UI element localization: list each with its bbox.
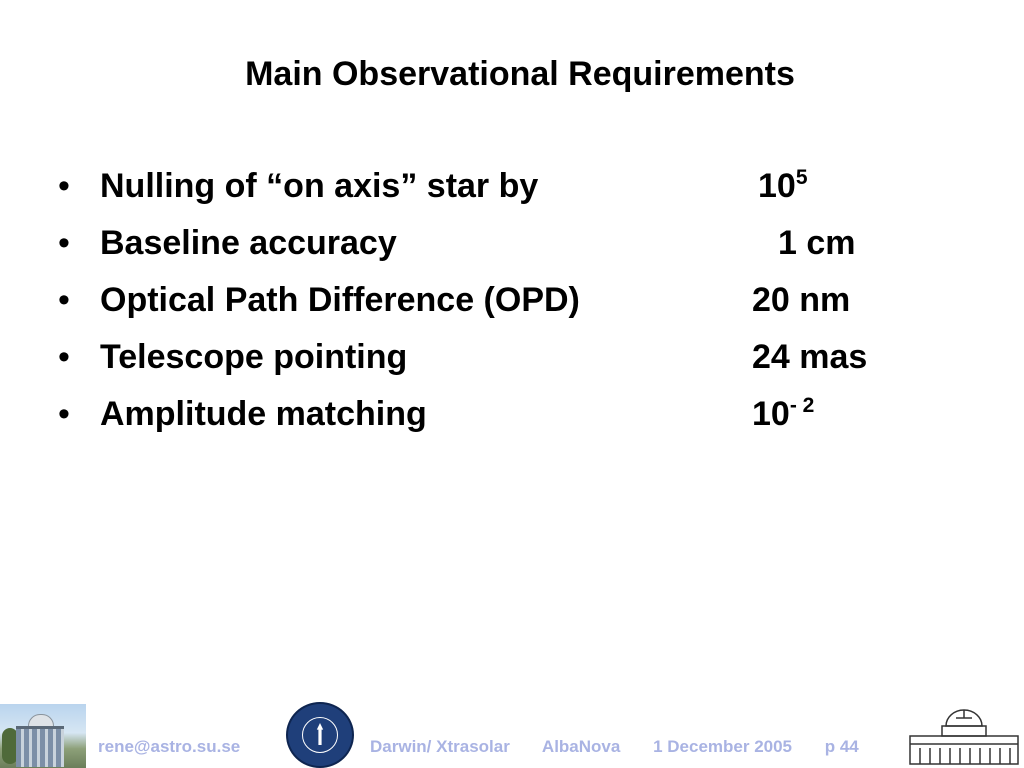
list-item <box>58 274 958 331</box>
university-seal-icon <box>286 702 354 768</box>
requirement-value <box>758 160 808 212</box>
observatory-drawing-icon <box>906 708 1022 766</box>
requirement-value <box>752 388 814 440</box>
building-shape <box>16 726 64 767</box>
value-exponent: - 2 <box>789 394 815 417</box>
footer-date: 1 December 2005 <box>653 737 793 756</box>
requirement-label: Optical Path Difference (OPD) <box>100 281 580 319</box>
requirement-value: 20 nm <box>752 281 851 319</box>
requirement-label: Nulling of “on axis” star by <box>100 167 539 205</box>
footer-info <box>370 737 887 757</box>
value-exponent: 5 <box>795 166 808 189</box>
bullet-icon: • <box>58 224 70 262</box>
building-photo-icon <box>0 704 86 768</box>
value-base: 10 <box>758 167 796 205</box>
footer-page: p 44 <box>824 737 859 756</box>
value-base: 10 <box>752 395 790 433</box>
slide-footer <box>0 700 1024 768</box>
footer-email: rene@astro.su.se <box>98 737 241 756</box>
list-item <box>58 160 958 217</box>
footer-project: Darwin/ Xtrasolar <box>370 737 510 756</box>
bullet-icon: • <box>58 281 70 319</box>
requirement-label: Telescope pointing <box>100 338 408 376</box>
requirements-list <box>58 160 958 445</box>
bullet-icon: • <box>58 338 70 376</box>
requirement-label: Baseline accuracy <box>100 224 397 262</box>
requirement-value: 24 mas <box>752 338 868 376</box>
list-item <box>58 217 958 274</box>
footer-venue: AlbaNova <box>541 737 621 756</box>
bullet-icon: • <box>58 395 70 433</box>
slide-title: Main Observational Requirements <box>245 55 795 93</box>
list-item <box>58 388 958 445</box>
requirement-value: 1 cm <box>778 224 856 262</box>
bullet-icon: • <box>58 167 70 205</box>
list-item <box>58 331 958 388</box>
requirement-label: Amplitude matching <box>100 395 427 433</box>
